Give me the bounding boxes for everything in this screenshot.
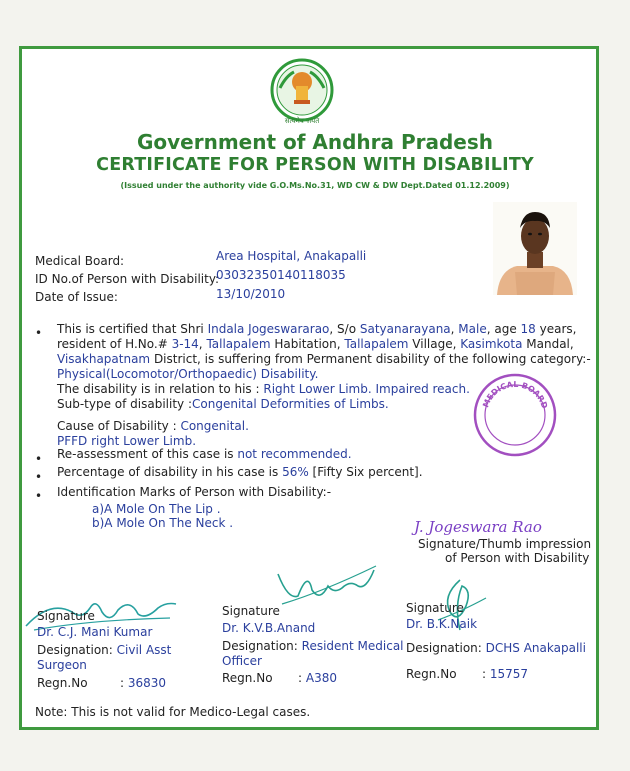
signatory-1-designation: Designation: Civil Asst — [37, 643, 172, 657]
bullet: • — [35, 326, 43, 340]
signature-label: Signature — [222, 604, 280, 618]
signatory-1-regn-label: Regn.No — [37, 676, 88, 690]
signatory-2-handwritten-signature — [272, 560, 382, 608]
signatory-2-designation: Designation: Resident Medical — [222, 639, 404, 653]
cause-of-disability: Cause of Disability : Congenital. — [57, 419, 249, 433]
date-of-issue-value: 13/10/2010 — [216, 287, 286, 301]
medical-board-label: Medical Board: — [35, 254, 125, 268]
bullet: • — [35, 470, 43, 484]
signatory-2-name: Dr. K.V.B.Anand — [222, 621, 316, 635]
identification-mark-a: a)A Mole On The Lip . — [92, 502, 221, 516]
person-handwritten-signature: J. Jogeswara Rao — [414, 518, 542, 536]
medical-board-value: Area Hospital, Anakapalli — [216, 249, 367, 263]
footer-note: Note: This is not valid for Medico-Legal cases. — [35, 705, 311, 719]
bullet: • — [35, 452, 43, 466]
signatory-3-designation: Designation: DCHS Anakapalli — [406, 641, 586, 655]
emblem-motto: सत्यमेव जयते — [284, 117, 320, 125]
issued-under-note: (Issued under the authority vide G.O.Ms.No.31, WD CW & DW Dept.Dated 01.12.2009) — [120, 181, 510, 190]
signatory-3-regn-label: Regn.No — [406, 667, 457, 681]
stamp-text: MEDICAL BOARD — [481, 379, 550, 410]
date-of-issue-label: Date of Issue: — [35, 290, 118, 304]
signatory-1-designation-2: Surgeon — [37, 658, 87, 672]
cause-detail: PFFD right Lower Limb. — [57, 434, 197, 448]
person-signature-caption-2: of Person with Disability — [445, 551, 590, 565]
signatory-1-name: Dr. C.J. Mani Kumar — [37, 625, 153, 639]
percentage-of-disability: Percentage of disability in his case is 56% [Fifty Six percent]. — [57, 465, 423, 479]
id-value: 03032350140118035 — [216, 268, 346, 282]
signatory-3-name: Dr. B.K.Naik — [406, 617, 478, 631]
certification-paragraph: This is certified that Shri Indala Jogeswararao, S/o Satyanarayana, Male, age 18 years, resident of H.No.# 3-14, Tallapalem Habitation, Tallapalem Village, Kasimkota Mandal, Visakhapatnam District, is suffering from Permanent disability of the following category:- Physical(Locomotor/Orthopaedic) Disability. The disability is in relation to his : Right Lower Limb. Impaired reach. Sub-type of disability :Congenital Deformities of Limbs. — [57, 322, 591, 411]
identification-marks-label: Identification Marks of Person with Disability:- — [57, 485, 332, 499]
signature-label: Signature — [406, 601, 464, 615]
government-heading: Government of Andhra Pradesh — [136, 130, 494, 154]
medical-board-stamp — [473, 373, 557, 457]
state-emblem-icon — [270, 58, 334, 122]
bullet: • — [35, 489, 43, 503]
signature-label: Signature — [37, 609, 95, 623]
person-signature-caption: Signature/Thumb impression — [418, 537, 592, 551]
signatory-2-regn: : A380 — [298, 671, 337, 685]
certificate-title: CERTIFICATE FOR PERSON WITH DISABILITY — [96, 155, 534, 175]
identification-mark-b: b)A Mole On The Neck . — [92, 516, 234, 530]
signatory-2-designation-2: Officer — [222, 654, 262, 668]
id-label: ID No.of Person with Disability: — [35, 272, 220, 286]
signatory-2-regn-label: Regn.No — [222, 671, 273, 685]
signatory-3-regn: : 15757 — [482, 667, 529, 681]
person-photo — [493, 202, 577, 295]
signatory-1-regn: : 36830 — [120, 676, 167, 690]
reassessment: Re-assessment of this case is not recommended. — [57, 447, 352, 461]
